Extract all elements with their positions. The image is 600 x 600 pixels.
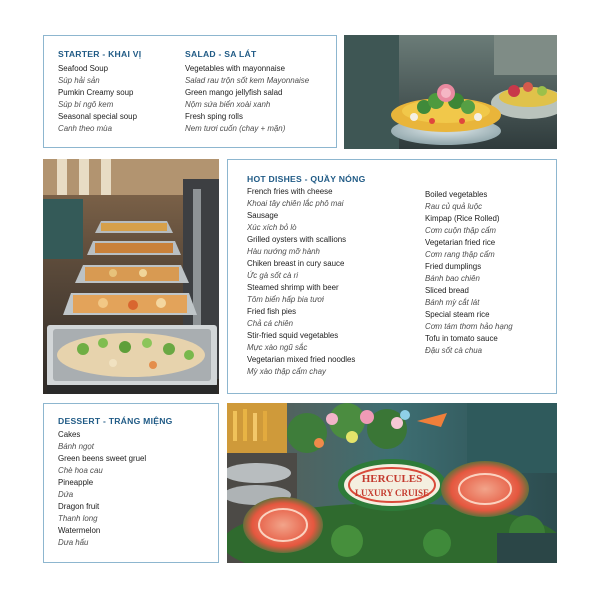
menu-item-translation: Bánh mỳ cắt lát [425, 298, 480, 307]
menu-item-translation: Nem tươi cuốn (chay + mặn) [185, 124, 286, 133]
menu-item-name: Stir-fried squid vegetables [247, 331, 339, 340]
menu-item-name: Cakes [58, 430, 81, 439]
menu-item-translation: Ức gà sốt cà ri [247, 271, 298, 280]
menu-item-name: Pineapple [58, 478, 94, 487]
salad-platter-photo [344, 35, 557, 149]
menu-item-name: Fresh sping rolls [185, 112, 243, 121]
menu-item-name: Special steam rice [425, 310, 490, 319]
menu-item-translation: Dứa [58, 490, 74, 499]
menu-item-translation: Hàu nướng mỡ hành [247, 247, 320, 256]
menu-item-translation: Cơm rang thập cẩm [425, 250, 495, 259]
menu-item-translation: Khoai tây chiên lắc phô mai [247, 199, 344, 208]
menu-item-translation: Xúc xích bỏ lò [247, 223, 297, 232]
menu-item-name: Steamed shrimp with beer [247, 283, 339, 292]
menu-item-name: Sliced bread [425, 286, 469, 295]
menu-item-name: Vegetables with mayonnaise [185, 64, 286, 73]
salad-list [185, 63, 335, 135]
menu-item-name: Green beens sweet gruel [58, 454, 147, 463]
dessert-list [58, 429, 213, 549]
menu-item-translation: Đậu sốt cà chua [425, 346, 483, 355]
menu-item-translation: Nộm sứa biển xoài xanh [185, 100, 271, 109]
menu-item-name: Kimpap (Rice Rolled) [425, 214, 500, 223]
menu-item-name: Vegetarian mixed fried noodles [247, 355, 356, 364]
menu-item-translation: Mực xào ngũ sắc [247, 343, 308, 352]
starter-list [58, 63, 176, 135]
buffet-line-photo [43, 159, 219, 394]
salad-platter-illustration [344, 35, 557, 149]
menu-item-name: Seafood Soup [58, 64, 109, 73]
menu-item-translation: Chả cá chiên [247, 319, 294, 328]
menu-item-name: Pumkin Creamy soup [58, 88, 134, 97]
menu-item-name: Tofu in tomato sauce [425, 334, 498, 343]
menu-item-translation: Dưa hấu [58, 538, 89, 547]
fruit-carving-photo [227, 403, 557, 563]
hot-dishes-list-left [247, 186, 417, 378]
menu-item-name: Watermelon [58, 526, 101, 535]
hot-dishes-heading: HOT DISHES - QUẦY NÓNG [247, 174, 366, 184]
dessert-heading: DESSERT - TRÁNG MIỆNG [58, 416, 173, 426]
menu-item-name: French fries with cheese [247, 187, 333, 196]
menu-item-translation: Thanh long [58, 514, 98, 523]
menu-item-translation: Cơm tám thơm hảo hạng [425, 322, 513, 331]
menu-item-name: Chiken breast in cury sauce [247, 259, 345, 268]
menu-item-name: Fried fish pies [247, 307, 297, 316]
hot-dishes-list-right [425, 189, 555, 357]
starter-heading: STARTER - KHAI VỊ [58, 49, 142, 59]
fruit-carving-illustration [227, 403, 557, 563]
menu-item-name: Vegetarian fried rice [425, 238, 496, 247]
menu-item-name: Seasonal special soup [58, 112, 137, 121]
carving-text-line2: LUXURY CRUISE [354, 488, 430, 498]
menu-item-name: Fried dumplings [425, 262, 482, 271]
buffet-line-illustration [43, 159, 219, 394]
menu-item-translation: Cơm cuộn thập cẩm [425, 226, 496, 235]
menu-item-translation: Súp hải sản [58, 76, 100, 85]
salad-heading: SALAD - SA LÁT [185, 49, 257, 59]
menu-item-name: Sausage [247, 211, 279, 220]
menu-item-translation: Salad rau trộn sốt kem Mayonnaise [185, 76, 310, 85]
menu-item-translation: Canh theo mùa [58, 124, 112, 133]
menu-item-translation: Bánh bao chiên [425, 274, 480, 283]
menu-item-name: Boiled vegetables [425, 190, 488, 199]
menu-item-translation: Rau củ quả luộc [425, 202, 483, 211]
menu-item-translation: Chè hoa cau [58, 466, 103, 475]
menu-item-translation: Bánh ngọt [58, 442, 94, 451]
menu-item-translation: Súp bí ngô kem [58, 100, 114, 109]
menu-item-translation: Tôm biển hấp bia tươi [247, 295, 324, 304]
menu-item-name: Green mango jellyfish salad [185, 88, 283, 97]
carving-text-line1: HERCULES [361, 473, 423, 485]
menu-item-name: Grilled oysters with scallions [247, 235, 347, 244]
menu-item-name: Dragon fruit [58, 502, 100, 511]
menu-item-translation: Mỳ xào thập cẩm chay [247, 367, 326, 376]
